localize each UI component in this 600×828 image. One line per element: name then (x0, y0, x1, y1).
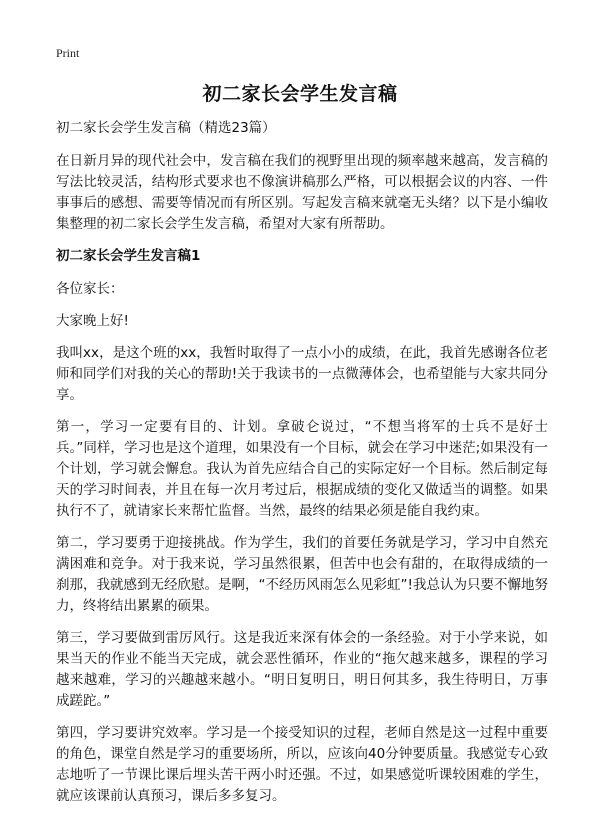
body-paragraph: 第一，学习一定要有目的、计划。拿破仑说过，“不想当将军的士兵不是好士兵。”同样，学习也是这个道理，如果没有一个目标，就会在学习中迷茫;如果没有一个计划，学习就会懈怠。我认为首先应结合自己的实际定好一个目标。然后制定每天的学习时间表，并且在每一次月考过后，根据成绩的变化又做适当的调整。如果执行不了，就请家长来帮忙监督。当然，最终的结果必须是能自我约束。 (56, 419, 548, 519)
body-paragraph: 第二，学习要勇于迎接挑战。作为学生，我们的首要任务就是学习，学习中自然充满困难和竞争。对于我来说，学习虽然很累，但苦中也会有甜的，在取得成绩的一刹那，我就感到无经欣慰。是啊，“不经历风雨怎么见彩虹”!我总认为只要不懈地努力，终将结出累累的硕果。 (56, 535, 548, 614)
article-subtitle: 初二家长会学生发言稿（精选23篇） (56, 120, 276, 136)
article-body (56, 118, 548, 818)
intro-paragraph: 在日新月异的现代社会中，发言稿在我们的视野里出现的频率越来越高，发言稿的写法比较灵活，结构形式要求也不像演讲稿那么严格，可以根据会议的内容、一件事事后的感想、需要等情况而有所区别。写起发言稿来就毫无头绪？以下是小编收集整理的初二家长会学生发言稿，希望对大家有所帮助。 (56, 153, 548, 232)
greeting-parents: 各位家长： (56, 281, 124, 297)
section-heading: 初二家长会学生发言稿1 (56, 248, 201, 264)
body-paragraph: 我叫xx，是这个班的xx，我暂时取得了一点小小的成绩，在此，我首先感谢各位老师和同学们对我的关心的帮助!关于我读书的一点微薄体会，也希望能与大家共同分享。 (56, 345, 548, 403)
page-title: 初二家长会学生发言稿 (202, 83, 398, 105)
body-paragraph: 第三，学习要做到雷厉风行。这是我近来深有体会的一条经验。对于小学来说，如果当天的作业不能当天完成，就会恶性循环，作业的“拖欠越来越多，课程的学习越来越难，学习的兴趣越来越小。“明日复明日，明日何其多，我生待明日，万事成蹉跎。” (56, 630, 548, 709)
print-link[interactable]: Print (56, 46, 80, 60)
greeting-evening: 大家晚上好! (56, 313, 129, 329)
body-paragraph: 第四，学习要讲究效率。学习是一个接受知识的过程，老师自然是这一过程中重要的角色，课堂自然是学习的重要场所，所以，应该向40分钟要质量。我感觉专心致志地听了一节课比课后埋头苦干两小时还强。不过，如果感觉听课较困难的学生，就应该课前认真预习，课后多多复习。 (56, 725, 548, 804)
